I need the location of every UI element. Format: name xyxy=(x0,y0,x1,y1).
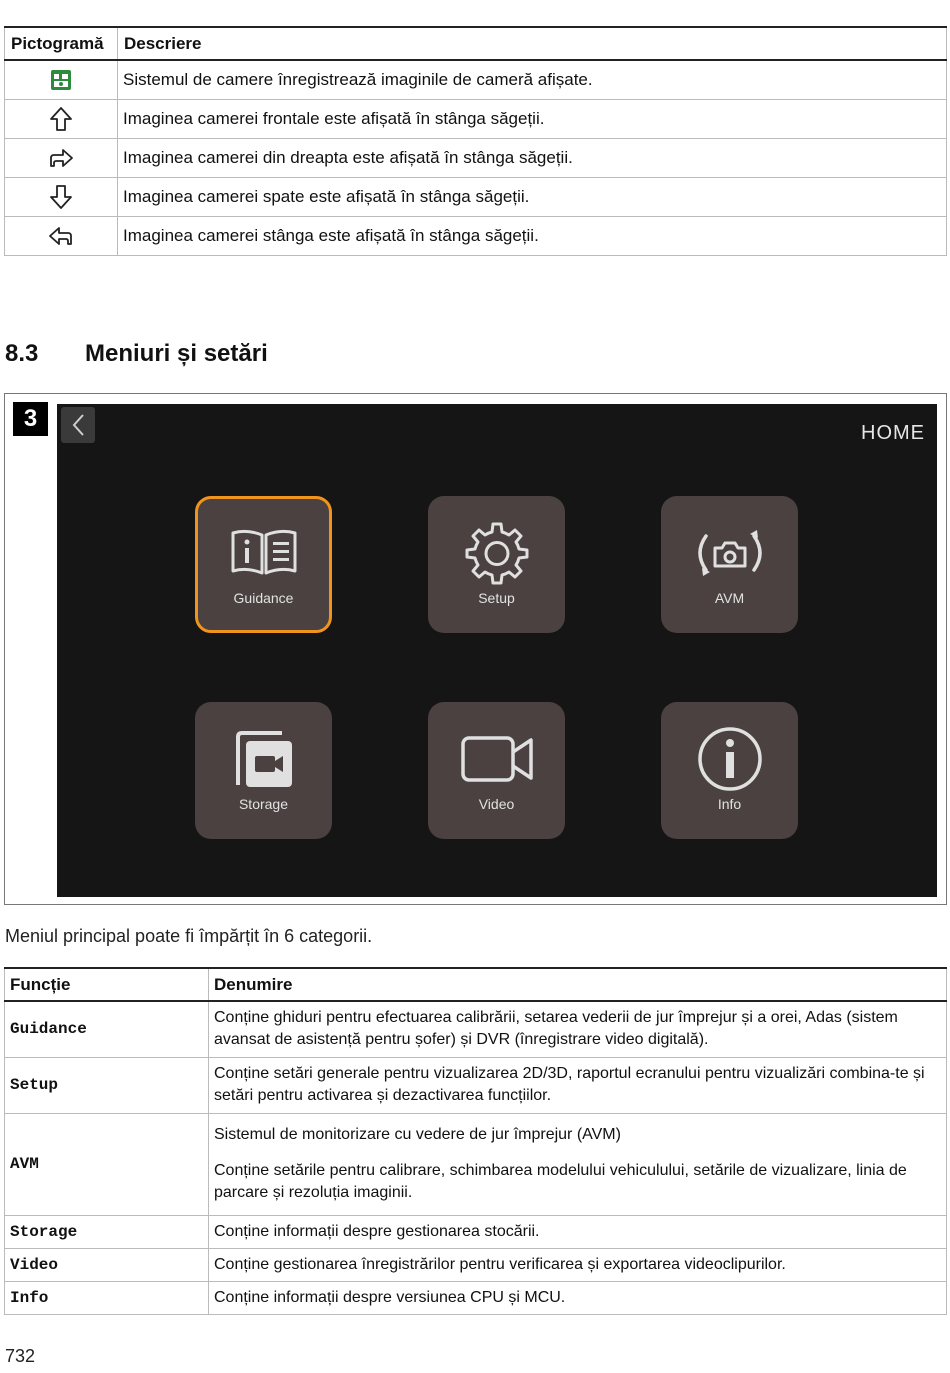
table-row xyxy=(5,1057,947,1113)
function-desc: Conține informații despre versiunea CPU și MCU. xyxy=(209,1281,947,1314)
tile-label: Setup xyxy=(478,590,515,606)
icon-desc: Imaginea camerei din dreapta este afișată în stânga săgeții. xyxy=(118,138,947,177)
function-desc: Conține informații despre gestionarea stocării. xyxy=(209,1215,947,1248)
table-row xyxy=(5,99,947,138)
function-name: Info xyxy=(5,1281,209,1314)
icon-table-header-desc: Descriere xyxy=(118,27,947,60)
function-desc xyxy=(209,1113,947,1215)
gear-icon xyxy=(464,522,530,584)
table-row xyxy=(5,177,947,216)
arrow-down-icon xyxy=(5,177,118,216)
table-row xyxy=(5,216,947,255)
camera-record-icon xyxy=(5,60,118,99)
video-tile[interactable] xyxy=(428,702,565,839)
home-screen xyxy=(57,404,937,897)
icon-desc: Imaginea camerei stânga este afișată în stânga săgeții. xyxy=(118,216,947,255)
tile-label: AVM xyxy=(714,590,745,606)
storage-tile[interactable] xyxy=(195,702,332,839)
page-number: 732 xyxy=(5,1346,36,1366)
table-row xyxy=(5,1215,947,1248)
function-name: AVM xyxy=(5,1113,209,1215)
info-icon xyxy=(697,728,763,790)
tile-label: Guidance xyxy=(233,590,294,606)
setup-tile[interactable] xyxy=(428,496,565,633)
caption: Meniul principal poate fi împărțit în 6 categorii. xyxy=(5,926,373,946)
function-desc: Conține setări generale pentru vizualizarea 2D/3D, raportul ecranului pentru vizualizări combina-te și setări pentru activarea și dezactivarea funcțiilor. xyxy=(209,1057,947,1113)
avm-tile[interactable] xyxy=(661,496,798,633)
arrow-up-icon xyxy=(5,99,118,138)
function-name: Storage xyxy=(5,1215,209,1248)
icon-desc: Sistemul de camere înregistrează imaginile de cameră afișate. xyxy=(118,60,947,99)
function-desc-line: Sistemul de monitorizare cu vedere de jur împrejur (AVM) xyxy=(214,1126,621,1143)
tile-label: Info xyxy=(717,796,742,812)
table-row xyxy=(5,1248,947,1281)
function-name: Video xyxy=(5,1248,209,1281)
arrow-right-icon xyxy=(5,138,118,177)
table-row xyxy=(5,138,947,177)
camera-rotate-icon xyxy=(690,522,770,584)
chevron-left-icon xyxy=(71,413,85,437)
section-title: Meniuri și setări xyxy=(85,340,268,367)
icon-desc: Imaginea camerei spate este afișată în stânga săgeții. xyxy=(118,177,947,216)
screen-title: HOME xyxy=(861,422,925,444)
video-camera-icon xyxy=(460,728,534,790)
icon-table xyxy=(4,26,947,256)
guidance-tile[interactable] xyxy=(195,496,332,633)
icon-table-header-icon: Pictogramă xyxy=(5,27,118,60)
table-row xyxy=(5,1113,947,1215)
arrow-left-icon xyxy=(5,216,118,255)
home-screen-figure xyxy=(4,393,947,905)
function-table-header-name: Funcție xyxy=(5,968,209,1001)
table-row xyxy=(5,1001,947,1057)
function-table xyxy=(4,967,947,1315)
book-icon xyxy=(229,522,299,584)
storage-icon xyxy=(230,728,298,790)
tile-label: Video xyxy=(478,796,515,812)
function-desc: Conține gestionarea înregistrărilor pentru verificarea și exportarea videoclipurilor. xyxy=(209,1248,947,1281)
function-desc-line: Conține setările pentru calibrare, schimbarea modelului vehiculului, setările de vizualizare, linia de parcare și rezoluția imaginii. xyxy=(214,1162,907,1201)
function-table-header-desc: Denumire xyxy=(209,968,947,1001)
table-row xyxy=(5,60,947,99)
table-row xyxy=(5,1281,947,1314)
info-tile[interactable] xyxy=(661,702,798,839)
section-number: 8.3 xyxy=(5,340,39,367)
function-desc: Conține ghiduri pentru efectuarea calibrării, setarea vederii de jur împrejur și a orei, Adas (sistem avansat de asistență pentru șofer) și DVR (înregistrare video digitală). xyxy=(209,1001,947,1057)
tile-label: Storage xyxy=(238,796,289,812)
function-name: Guidance xyxy=(5,1001,209,1057)
back-button[interactable] xyxy=(61,407,95,443)
icon-desc: Imaginea camerei frontale este afișată în stânga săgeții. xyxy=(118,99,947,138)
figure-label: 3 xyxy=(13,402,48,436)
function-name: Setup xyxy=(5,1057,209,1113)
